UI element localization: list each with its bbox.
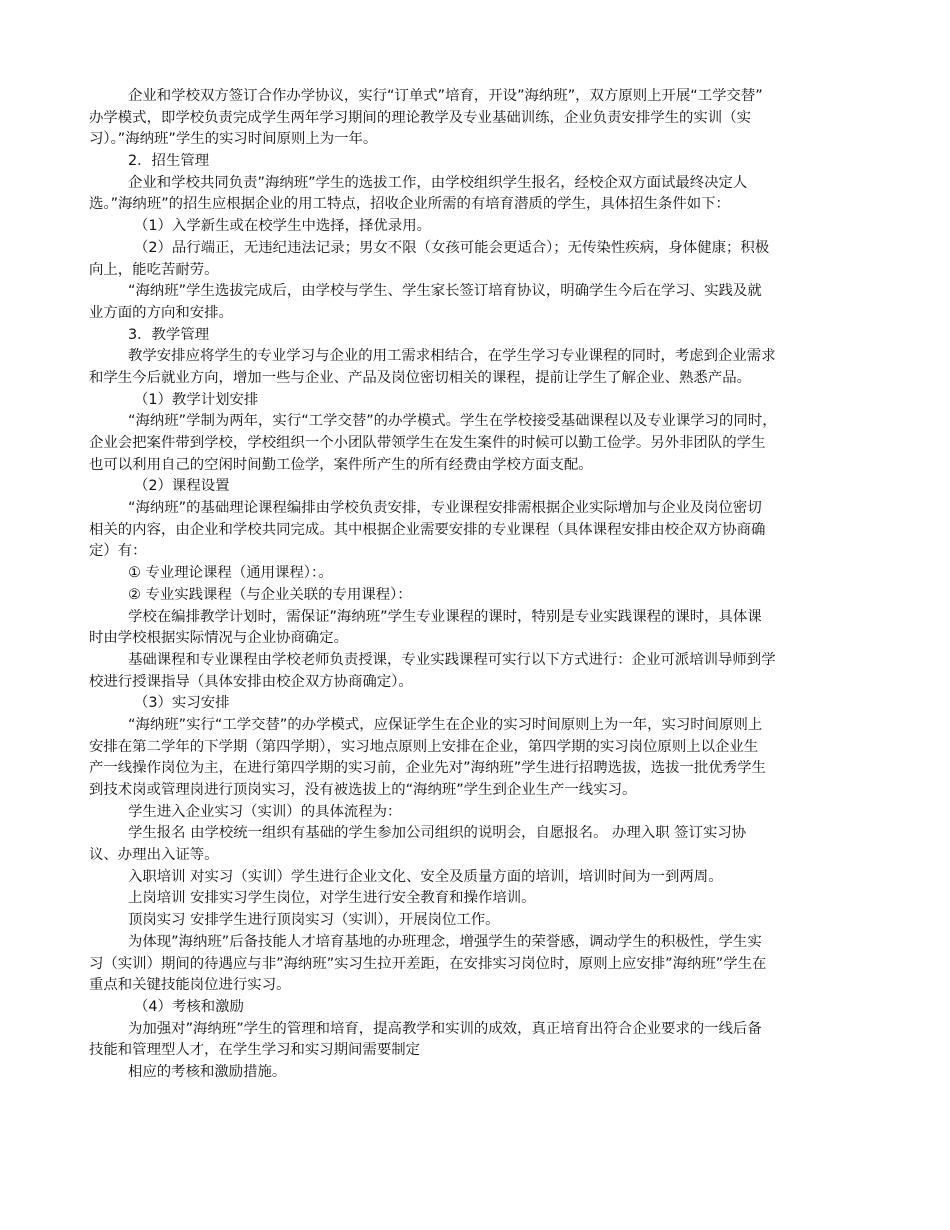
text-line: 上岗培训 安排实习学生岗位，对学生进行安全教育和操作培训。	[128, 890, 536, 907]
document-body	[0, 86, 950, 1084]
text-line: 相应的考核和激励措施。	[128, 1063, 287, 1080]
text-line: 校进行授课指导（具体安排由校企双方协商确定）。	[89, 673, 413, 690]
text-line: “海纳班”实行“工学交替”的办学模式，应保证学生在企业的实习时间原则上为一年，实习时间原则上	[128, 716, 763, 733]
text-line: ① 专业理论课程（通用课程）：。	[128, 565, 333, 582]
text-line: 办学模式，即学校负责完成学生两年学习期间的理论教学及专业基础训练，企业负责安排学生的实训（实	[89, 109, 751, 126]
text-line: 和学生今后就业方向，增加一些与企业、产品及岗位密切相关的课程，提前让学生了解企业、熟悉产品。	[89, 369, 751, 386]
text-line: 定）有：	[89, 543, 147, 560]
text-line: “海纳班”的基础理论课程编排由学校负责安排，专业课程安排需根据企业实际增加与企业及岗位密切	[128, 500, 762, 517]
text-line: 学生进入企业实习（实训）的具体流程为：	[128, 803, 402, 820]
text-line: 企业会把案件带到学校，学校组织一个小团队带领学生在发生案件的时候可以勤工俭学。另外非团队的学生	[89, 435, 766, 451]
text-line: 业方面的方向和安排。	[89, 304, 233, 321]
text-line: 基础课程和专业课程由学校老师负责授课，专业实践课程可实行以下方式进行：企业可派培训导师到学	[128, 651, 776, 668]
text-line: 相关的内容，由企业和学校共同完成。其中根据企业需要安排的专业课程（具体课程安排由校企双方协商确	[89, 521, 766, 538]
text-line: “海纳班”学生选拔完成后，由学校与学生、学生家长签订培育协议，明确学生今后在学习、实践及就	[128, 283, 762, 300]
text-line: 重点和关键技能岗位进行实习。	[89, 977, 291, 994]
text-line: 时由学校根据实际情况与企业协商确定。	[89, 630, 349, 647]
text-line: 企业和学校共同负责”海纳班”学生的选拔工作，由学校组织学生报名，经校企双方面试最终决定人	[128, 174, 748, 191]
text-line: 学生报名 由学校统一组织有基础的学生参加公司组织的说明会，自愿报名。 办理入职 签订实习协	[128, 825, 747, 842]
text-line: （2）品行端正，无违纪违法记录；男女不限（女孩可能会更适合）；无传染性疾病，身体健康；积极	[134, 239, 770, 256]
text-line: “海纳班”学制为两年，实行“工学交替”的办学模式。学生在学校接受基础课程以及专业课学习的同时，	[128, 413, 777, 430]
text-line: 议、办理出入证等。	[89, 847, 219, 864]
text-line: （1）入学新生或在校学生中选择，择优录用。	[134, 218, 431, 235]
text-line: 为加强对”海纳班”学生的管理和培育，提高教学和实训的成效，真正培育出符合企业要求的一线后备	[128, 1020, 762, 1037]
text-line: 2．招生管理	[128, 153, 210, 170]
text-line: 安排在第二学年的下学期（第四学期），实习地点原则上安排在企业，第四学期的实习岗位原则上以企业生	[89, 738, 759, 755]
text-line: 企业和学校双方签订合作办学协议，实行“订单式”培育，开设”海纳班”，双方原则上开展“工学交替”	[128, 88, 763, 104]
text-line: 产一线操作岗位为主，在进行第四学期的实习前，企业先对”海纳班”学生进行招聘选拔，选拔一批优秀学生	[89, 760, 766, 777]
text-line: 也可以利用自己的空闲时间勤工俭学，案件所产生的所有经费由学校方面支配。	[89, 456, 593, 473]
text-line: 技能和管理型人才，在学生学习和实习期间需要制定	[89, 1042, 420, 1059]
text-line: 学校在编排教学计划时，需保证”海纳班”学生专业课程的课时，特别是专业实践课程的课时，具体课	[128, 608, 762, 625]
text-line: 教学安排应将学生的专业学习与企业的用工需求相结合，在学生学习专业课程的同时，考虑到企业需求	[128, 348, 776, 365]
text-line: 选。”海纳班”的招生应根据企业的用工特点，招收企业所需的有培育潜质的学生，具体招生条件如下：	[89, 196, 730, 213]
text-line: （1）教学计划安排	[134, 391, 259, 408]
text-line: 向上，能吃苦耐劳。	[89, 261, 219, 278]
text-line: 习）。”海纳班”学生的实习时间原则上为一年。	[89, 131, 378, 148]
text-line: （4）考核和激励	[134, 998, 244, 1015]
text-line: 为体现”海纳班”后备技能人才培育基地的办班理念，增强学生的荣誉感，调动学生的积极性，学生实	[128, 933, 762, 950]
text-line: 3．教学管理	[128, 326, 210, 343]
text-line: 习（实训）期间的待遇应与非”海纳班”实习生拉开差距，在安排实习岗位时，原则上应安排”海纳班”学生在	[89, 955, 767, 972]
text-line: 入职培训 对实习（实训）学生进行企业文化、安全及质量方面的培训，培训时间为一到两周。	[128, 868, 723, 885]
text-line: ② 专业实践课程（与企业关联的专用课程）：	[128, 586, 412, 603]
text-line: （3）实习安排	[134, 695, 230, 712]
text-line: （2）课程设置	[134, 478, 230, 495]
text-line: 顶岗实习 安排学生进行顶岗实习（实训），开展岗位工作。	[128, 912, 500, 929]
text-line: 到技术岗或管理岗进行顶岗实习，没有被选拔上的“海纳班”学生到企业生产一线实习。	[89, 782, 637, 798]
